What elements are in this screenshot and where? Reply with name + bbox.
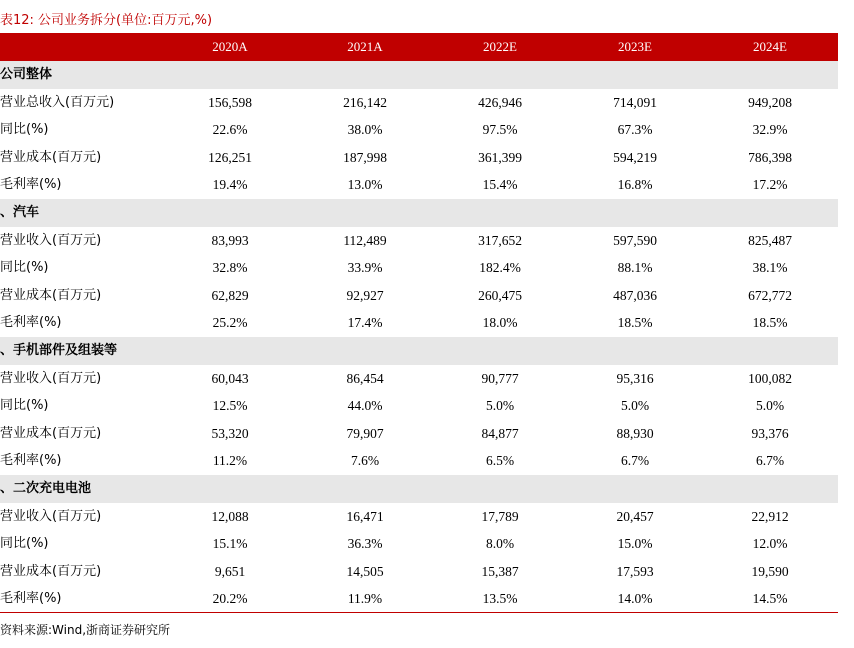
table-cell: 62,829 — [211, 287, 249, 303]
table-cell: 13.5% — [482, 591, 518, 607]
table-cell: 32.9% — [752, 122, 788, 138]
table-cell: 6.7% — [755, 453, 785, 469]
column-header: 2020A — [212, 39, 248, 54]
table-cell: 84,877 — [481, 425, 519, 441]
table-row — [0, 365, 838, 393]
table-cell: 8.0% — [485, 536, 515, 552]
section-label: 、二次充电电池 — [0, 481, 92, 496]
table-cell: 22,912 — [751, 508, 789, 524]
table-cell: 949,208 — [748, 94, 792, 110]
table-cell: 18.5% — [752, 315, 788, 331]
table-cell: 16.8% — [617, 177, 653, 193]
table-row — [0, 420, 838, 448]
section-label: 、手机部件及组装等 — [0, 343, 118, 358]
column-header: 2021A — [347, 39, 383, 54]
table-cell: 17,593 — [616, 563, 654, 579]
column-header: 2022E — [483, 39, 517, 54]
table-cell: 5.0% — [755, 398, 785, 414]
row-label: 营业成本(百万元) — [0, 287, 102, 303]
table-cell: 92,927 — [346, 287, 384, 303]
table-cell: 16,471 — [346, 508, 384, 524]
table-cell: 260,475 — [478, 287, 522, 303]
table-cell: 38.0% — [347, 122, 383, 138]
table-cell: 15,387 — [481, 563, 519, 579]
table-cell: 38.1% — [752, 260, 788, 276]
table-cell: 17.2% — [752, 177, 788, 193]
table-cell: 22.6% — [212, 122, 248, 138]
table-cell: 182.4% — [479, 260, 521, 276]
table-cell: 825,487 — [748, 232, 792, 248]
table-cell: 20.2% — [212, 591, 248, 607]
table-cell: 317,652 — [478, 232, 522, 248]
table-cell: 60,043 — [211, 370, 249, 386]
table-cell: 32.8% — [212, 260, 248, 276]
table-row — [0, 227, 838, 255]
table-cell: 97.5% — [482, 122, 518, 138]
table-cell: 12.0% — [752, 536, 788, 552]
table-cell: 15.0% — [617, 536, 653, 552]
section-row — [0, 61, 838, 89]
table-cell: 83,993 — [211, 232, 249, 248]
table-cell: 44.0% — [347, 398, 383, 414]
table-cell: 7.6% — [350, 453, 380, 469]
table-row — [0, 282, 838, 310]
section-row — [0, 475, 838, 503]
row-label: 营业成本(百万元) — [0, 563, 102, 579]
row-label: 同比(%) — [0, 536, 49, 552]
table-cell: 12.5% — [212, 398, 248, 414]
row-label: 营业总收入(百万元) — [0, 94, 115, 110]
table-cell: 6.7% — [620, 453, 650, 469]
row-label: 同比(%) — [0, 260, 49, 276]
table-cell: 79,907 — [346, 425, 384, 441]
table-cell: 11.9% — [347, 591, 383, 607]
table-cell: 100,082 — [748, 370, 792, 386]
table-cell: 187,998 — [343, 149, 387, 165]
table-header — [0, 33, 838, 61]
row-label: 毛利率(%) — [0, 315, 62, 331]
row-label: 营业收入(百万元) — [0, 232, 102, 248]
section-label: 、汽车 — [0, 205, 40, 220]
table-cell: 112,489 — [343, 232, 387, 248]
table-cell: 12,088 — [211, 508, 249, 524]
table-cell: 90,777 — [481, 370, 519, 386]
table-cell: 86,454 — [346, 370, 384, 386]
table-row — [0, 116, 838, 144]
table-bottom-rule — [0, 612, 838, 613]
table-row — [0, 503, 838, 531]
table-cell: 15.1% — [212, 536, 248, 552]
table-cell: 33.9% — [347, 260, 383, 276]
table-cell: 25.2% — [212, 315, 248, 331]
row-label: 毛利率(%) — [0, 177, 62, 193]
table-cell: 93,376 — [751, 425, 789, 441]
section-row — [0, 337, 838, 365]
table-cell: 53,320 — [211, 425, 249, 441]
table-row — [0, 558, 838, 586]
table-cell: 18.5% — [617, 315, 653, 331]
table-cell: 18.0% — [482, 315, 518, 331]
column-header: 2023E — [618, 39, 652, 54]
table-cell: 17,789 — [481, 508, 519, 524]
table-row — [0, 309, 838, 337]
column-header: 2024E — [753, 39, 787, 54]
table-cell: 17.4% — [347, 315, 383, 331]
table-cell: 19.4% — [212, 177, 248, 193]
row-label: 营业成本(百万元) — [0, 149, 102, 165]
table-cell: 14,505 — [346, 563, 384, 579]
table-cell: 15.4% — [482, 177, 518, 193]
table-cell: 156,598 — [208, 94, 252, 110]
row-label: 营业收入(百万元) — [0, 370, 102, 386]
table-row — [0, 144, 838, 172]
row-label: 毛利率(%) — [0, 591, 62, 607]
table-cell: 36.3% — [347, 536, 383, 552]
table-cell: 6.5% — [485, 453, 515, 469]
section-row — [0, 199, 838, 227]
table-cell: 13.0% — [347, 177, 383, 193]
table-row — [0, 447, 838, 475]
table-title: 表12: 公司业务拆分(单位:百万元,%) — [0, 13, 213, 28]
table-cell: 11.2% — [212, 453, 248, 469]
table-cell: 786,398 — [748, 149, 792, 165]
section-label: 公司整体 — [0, 67, 53, 82]
table-cell: 88,930 — [616, 425, 654, 441]
table-cell: 88.1% — [617, 260, 653, 276]
table-row — [0, 392, 838, 420]
table-cell: 714,091 — [613, 94, 657, 110]
table-row — [0, 171, 838, 199]
row-label: 营业成本(百万元) — [0, 425, 102, 441]
table-cell: 672,772 — [748, 287, 792, 303]
table-cell: 426,946 — [478, 94, 522, 110]
table-cell: 95,316 — [616, 370, 654, 386]
row-label: 营业收入(百万元) — [0, 508, 102, 524]
table-cell: 487,036 — [613, 287, 657, 303]
table-cell: 14.0% — [617, 591, 653, 607]
table-cell: 67.3% — [617, 122, 653, 138]
source-note: 资料来源:Wind,浙商证券研究所 — [0, 623, 171, 637]
table-cell: 9,651 — [214, 563, 246, 579]
row-label: 同比(%) — [0, 122, 49, 138]
table-row — [0, 254, 838, 282]
table-row — [0, 89, 838, 117]
table-cell: 19,590 — [751, 563, 789, 579]
table-cell: 14.5% — [752, 591, 788, 607]
table-cell: 361,399 — [478, 149, 522, 165]
table-cell: 594,219 — [613, 149, 657, 165]
table-cell: 5.0% — [620, 398, 650, 414]
table-row — [0, 585, 838, 613]
table-cell: 216,142 — [343, 94, 387, 110]
row-label: 同比(%) — [0, 398, 49, 414]
table-cell: 126,251 — [208, 149, 252, 165]
table-cell: 5.0% — [485, 398, 515, 414]
table-cell: 597,590 — [613, 232, 657, 248]
table-cell: 20,457 — [616, 508, 654, 524]
row-label: 毛利率(%) — [0, 453, 62, 469]
table-row — [0, 530, 838, 558]
